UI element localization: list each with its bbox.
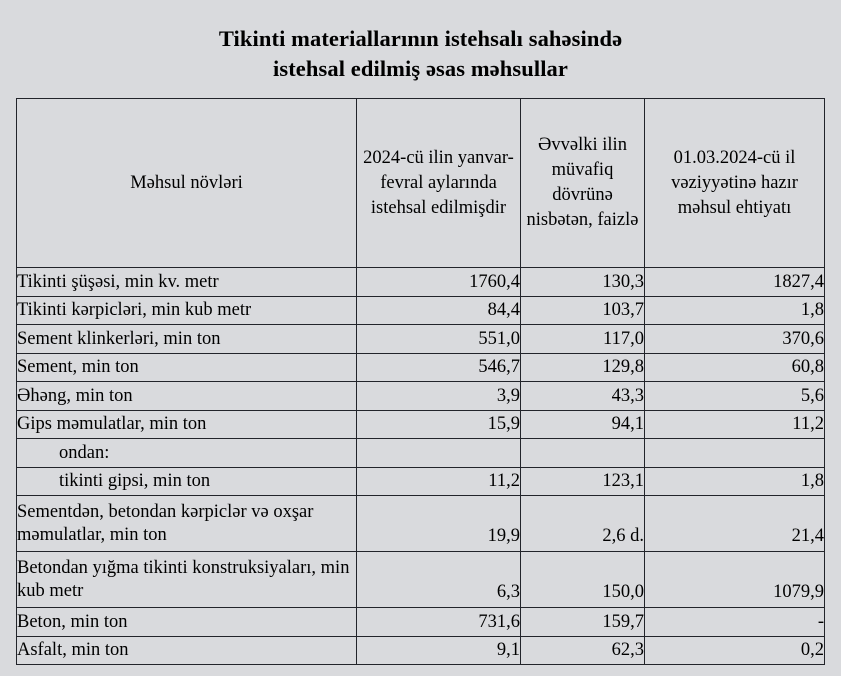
cell-value-2: 62,3 xyxy=(521,636,645,665)
cell-value-1: 551,0 xyxy=(357,325,521,354)
cell-value-2: 129,8 xyxy=(521,353,645,382)
table-row xyxy=(17,496,825,552)
cell-product-name: Betondan yığma tikinti konstruksiyaları, min kub metr xyxy=(17,552,357,608)
page-title-line2: istehsal edilmiş əsas məhsullar xyxy=(273,56,568,81)
cell-value-1: 1760,4 xyxy=(357,268,521,297)
table-header-row xyxy=(17,99,825,268)
cell-value-1: 6,3 xyxy=(357,552,521,608)
cell-value-2: 150,0 xyxy=(521,552,645,608)
cell-value-2: 43,3 xyxy=(521,382,645,411)
cell-value-3: 1,8 xyxy=(645,296,825,325)
table-row xyxy=(17,467,825,496)
cell-value-3 xyxy=(645,439,825,468)
table-row xyxy=(17,296,825,325)
cell-product-name: Əhəng, min ton xyxy=(17,382,357,411)
cell-value-2 xyxy=(521,439,645,468)
cell-value-1: 9,1 xyxy=(357,636,521,665)
table-row xyxy=(17,325,825,354)
table-row xyxy=(17,353,825,382)
table-row xyxy=(17,410,825,439)
cell-product-name: Tikinti kərpicləri, min kub metr xyxy=(17,296,357,325)
cell-value-1: 3,9 xyxy=(357,382,521,411)
cell-value-2: 2,6 d. xyxy=(521,496,645,552)
cell-product-name: Beton, min ton xyxy=(17,608,357,637)
cell-value-1 xyxy=(357,439,521,468)
cell-value-1: 15,9 xyxy=(357,410,521,439)
table-row xyxy=(17,382,825,411)
cell-product-name: Sementdən, betondan kərpiclər və oxşar məmulatlar, min ton xyxy=(17,496,357,552)
cell-value-3: 60,8 xyxy=(645,353,825,382)
cell-value-2: 117,0 xyxy=(521,325,645,354)
table-head xyxy=(17,99,825,268)
table-row xyxy=(17,608,825,637)
table-row xyxy=(17,636,825,665)
table-row xyxy=(17,439,825,468)
cell-value-3: 370,6 xyxy=(645,325,825,354)
cell-value-2: 94,1 xyxy=(521,410,645,439)
cell-value-2: 103,7 xyxy=(521,296,645,325)
cell-value-3: - xyxy=(645,608,825,637)
cell-value-1: 546,7 xyxy=(357,353,521,382)
cell-value-1: 731,6 xyxy=(357,608,521,637)
cell-value-3: 1827,4 xyxy=(645,268,825,297)
cell-value-3: 1079,9 xyxy=(645,552,825,608)
cell-product-name: Sement klinkerləri, min ton xyxy=(17,325,357,354)
cell-product-name: Sement, min ton xyxy=(17,353,357,382)
table-row xyxy=(17,552,825,608)
cell-product-name: Tikinti şüşəsi, min kv. metr xyxy=(17,268,357,297)
cell-value-3: 5,6 xyxy=(645,382,825,411)
cell-value-3: 21,4 xyxy=(645,496,825,552)
cell-value-2: 130,3 xyxy=(521,268,645,297)
cell-value-1: 19,9 xyxy=(357,496,521,552)
cell-value-1: 84,4 xyxy=(357,296,521,325)
cell-product-name: ondan: xyxy=(17,439,357,468)
cell-value-1: 11,2 xyxy=(357,467,521,496)
table-row xyxy=(17,268,825,297)
cell-value-3: 11,2 xyxy=(645,410,825,439)
cell-product-name: Asfalt, min ton xyxy=(17,636,357,665)
table-body xyxy=(17,268,825,665)
page-title-line1: Tikinti materiallarının istehsalı sahəsində xyxy=(218,26,623,51)
column-header-product: Məhsul növləri xyxy=(17,99,357,268)
column-header-production: 2024-cü ilin yanvar-fevral aylarında istehsal edilmişdir xyxy=(357,99,521,268)
cell-value-3: 1,8 xyxy=(645,467,825,496)
cell-value-2: 159,7 xyxy=(521,608,645,637)
page-title xyxy=(16,24,825,84)
cell-value-2: 123,1 xyxy=(521,467,645,496)
cell-product-name: Gips məmulatlar, min ton xyxy=(17,410,357,439)
production-table xyxy=(16,98,825,665)
cell-product-name: tikinti gipsi, min ton xyxy=(17,467,357,496)
cell-value-3: 0,2 xyxy=(645,636,825,665)
column-header-stock: 01.03.2024-cü il vəziyyətinə hazır məhsul ehtiyatı xyxy=(645,99,825,268)
column-header-percent: Əvvəlki ilin müvafiq dövrünə nisbətən, faizlə xyxy=(521,99,645,268)
